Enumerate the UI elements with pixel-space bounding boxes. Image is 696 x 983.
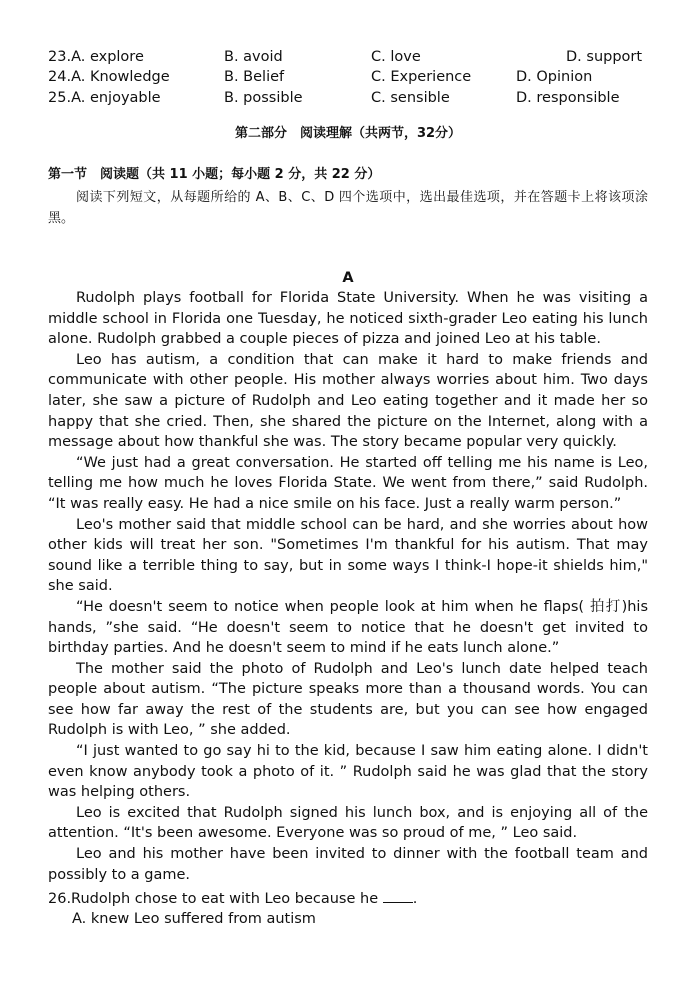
question-stem-end: . bbox=[412, 891, 418, 907]
passage-paragraph: “I just wanted to go say hi to the kid, because I saw him eating alone. I didn't even know anybody took a photo of it. ” Rudolph said he was glad that the story was helping others. bbox=[48, 743, 648, 801]
part-title: 第二部分 阅读理解（共两节，32分） bbox=[234, 126, 462, 141]
passage-paragraph: Rudolph plays football for Florida State University. When he was visiting a middle school in Florida one Tuesday, he noticed sixth-grader Leo eating his lunch alone. Rudolph grabbed a couple pieces of pizza and joined Leo at his table. bbox=[48, 290, 648, 348]
question-24-options bbox=[48, 67, 648, 87]
option-25-c: C. sensible bbox=[371, 90, 450, 106]
option-25-a: 25.A. enjoyable bbox=[48, 90, 161, 106]
question-26 bbox=[48, 889, 648, 929]
option-24-b: B. Belief bbox=[224, 69, 285, 85]
passage-paragraph: Leo's mother said that middle school can be hard, and she worries about how other kids will treat her son. "Sometimes I'm thankful for his autism. That may sound like a terrible thing to say, but in some ways I think-I hope-it shields him," she said. bbox=[48, 516, 648, 595]
option-24-c: C. Experience bbox=[371, 69, 472, 85]
passage-paragraph: “He doesn't seem to notice when people look at him when he flaps( 拍打)his hands, ”she said. “He doesn't seem to notice that he doesn't get invited to birthday parties. And he doesn't seem to mind if he eats lunch alone.” bbox=[48, 598, 648, 657]
passage-paragraph: “We just had a great conversation. He started off telling me his name is Leo, telling me how much he loves Florida State. We went from there,” said Rudolph. “It was really easy. He had a nice smile on his face. Just a really warm person.” bbox=[48, 454, 648, 512]
passage-paragraph: Leo and his mother have been invited to dinner with the football team and possibly to a game. bbox=[48, 846, 648, 883]
option-25-b: B. possible bbox=[224, 90, 303, 106]
option-23-c: C. love bbox=[371, 49, 421, 65]
reading-passage bbox=[48, 288, 648, 885]
question-stem bbox=[48, 889, 648, 909]
question-25-options bbox=[48, 88, 648, 108]
option-25-d: D. responsible bbox=[516, 90, 620, 106]
option-24-a: 24.A. Knowledge bbox=[48, 69, 170, 85]
passage-paragraph: The mother said the photo of Rudolph and Leo's lunch date helped teach people about autism. “The picture speaks more than a thousand words. You can see how far away the rest of the students are, but you can see how engaged Rudolph is with Leo, ” she added. bbox=[48, 660, 648, 739]
option-23-a: 23.A. explore bbox=[48, 49, 144, 65]
passage-letter: A bbox=[342, 270, 354, 286]
section-title: 第一节 阅读题（共 11 小题；每小题 2 分，共 22 分） bbox=[48, 167, 381, 182]
passage-paragraph: Leo is excited that Rudolph signed his lunch box, and is enjoying all of the attention. “It's been awesome. Everyone was so proud of me, ” Leo said. bbox=[48, 804, 648, 842]
answer-blank bbox=[383, 890, 413, 903]
passage-paragraph: Leo has autism, a condition that can make it hard to make friends and communicate with other people. His mother always worries about him. Two days later, she saw a picture of Rudolph and Leo eating together and it made her so happy that she cried. Then, she shared the picture on the Internet, along with a message about how thankful she was. The story became popular very quickly. bbox=[48, 351, 648, 451]
option-23-d: D. support bbox=[566, 49, 643, 65]
instruction-text: 阅读下列短文，从每题所给的 A、B、C、D 四个选项中，选出最佳选项，并在答题卡上将该项涂黑。 bbox=[48, 190, 648, 226]
option-24-d: D. Opinion bbox=[516, 69, 593, 85]
question-stem-text: 26.Rudolph chose to eat with Leo because he bbox=[48, 891, 379, 907]
question-26-option-a: A. knew Leo suffered from autism bbox=[72, 911, 316, 927]
option-23-b: B. avoid bbox=[224, 49, 283, 65]
question-23-options bbox=[48, 47, 648, 67]
